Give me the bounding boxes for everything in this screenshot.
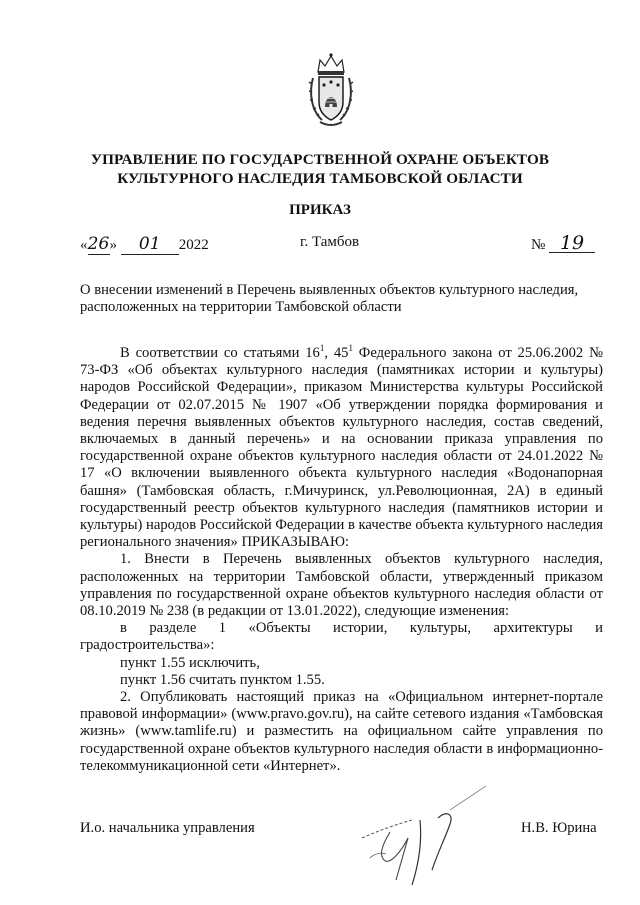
- handwritten-signature: [350, 780, 500, 900]
- order-body: [80, 345, 603, 775]
- date-number-line: [0, 234, 640, 260]
- date-day: 26: [87, 234, 110, 254]
- organization-name-line2: КУЛЬТУРНОГО НАСЛЕДИЯ ТАМБОВСКОЙ ОБЛАСТИ: [117, 170, 523, 187]
- signatory-name: Н.В. Юрина: [521, 820, 597, 836]
- number-value: 19: [549, 234, 595, 253]
- quote-open: «: [80, 237, 88, 253]
- paragraph-point-renumber: пункт 1.56 считать пунктом 1.55.: [120, 671, 325, 688]
- order-number: [531, 234, 595, 254]
- quote-close: »: [109, 237, 117, 253]
- date-month: 01: [121, 234, 179, 255]
- paragraph-section: в разделе 1 «Объекты истории, культуры, архитектуры и градостроительства»:: [80, 620, 603, 654]
- paragraph-point-exclude: пункт 1.55 исключить,: [120, 654, 260, 671]
- order-date: [80, 234, 209, 255]
- paragraph-preamble: В соответствии со статьями $16^1$, $45^1$ Федерального закона от 25.06.2002 № 73-ФЗ «Об объектах культурного наследия (памятниках истории и культуры) народов Российской Федерации», приказом Министерства культуры Российской Федерации от 02.07.2015 № 1907 «Об утверждении порядка формирования и ведения перечня выявленных объектов культурного наследия, состав сведений, включаемых в данный перечень» и на основании приказа управления по государственной охране объектов культурного наследия области от 24.01.2022 № 17 «О включении выявленного объекта культурного наследия «Водонапорная башня» (Тамбовская область, г.Мичуринск, ул.Революционная, 2А) в единый государственный реестр объектов культурного наследия (памятников истории и культуры) народов Российской Федерации в качестве объекта культурного наследия регионального значения» ПРИКАЗЫВАЮ:: [80, 343, 603, 551]
- organization-name: [60, 150, 580, 188]
- document-type: ПРИКАЗ: [289, 202, 351, 218]
- paragraph-item-1: 1. Внести в Перечень выявленных объектов культурного наследия, расположенных на территории Тамбовской области, утвержденный приказом управления по государственной охране объектов культурного наследия области от 08.10.2019 № 238 (в редакции от 13.01.2022), следующие изменения:: [80, 551, 603, 620]
- order-subject: О внесении изменений в Перечень выявленных объектов культурного наследия, расположенных на территории Тамбовской области: [80, 282, 579, 315]
- tambov-coat-of-arms-icon: [308, 52, 354, 128]
- number-label: №: [531, 237, 546, 253]
- signatory-position: И.о. начальника управления: [80, 820, 255, 836]
- date-year: 2022: [178, 237, 209, 253]
- organization-name-line1: УПРАВЛЕНИЕ ПО ГОСУДАРСТВЕННОЙ ОХРАНЕ ОБЪЕКТОВ: [90, 151, 550, 168]
- city: г. Тамбов: [300, 234, 360, 250]
- paragraph-item-2: 2. Опубликовать настоящий приказ на «Официальном интернет-портале правовой информации» (www.pravo.gov.ru), на сайте сетевого издания «Тамбовская жизнь» (www.tamlife.ru) и разместить на официальном сайте управления по государственной охране объектов культурного наследия области в информационно-телекоммуникационной сети «Интернет».: [80, 689, 603, 774]
